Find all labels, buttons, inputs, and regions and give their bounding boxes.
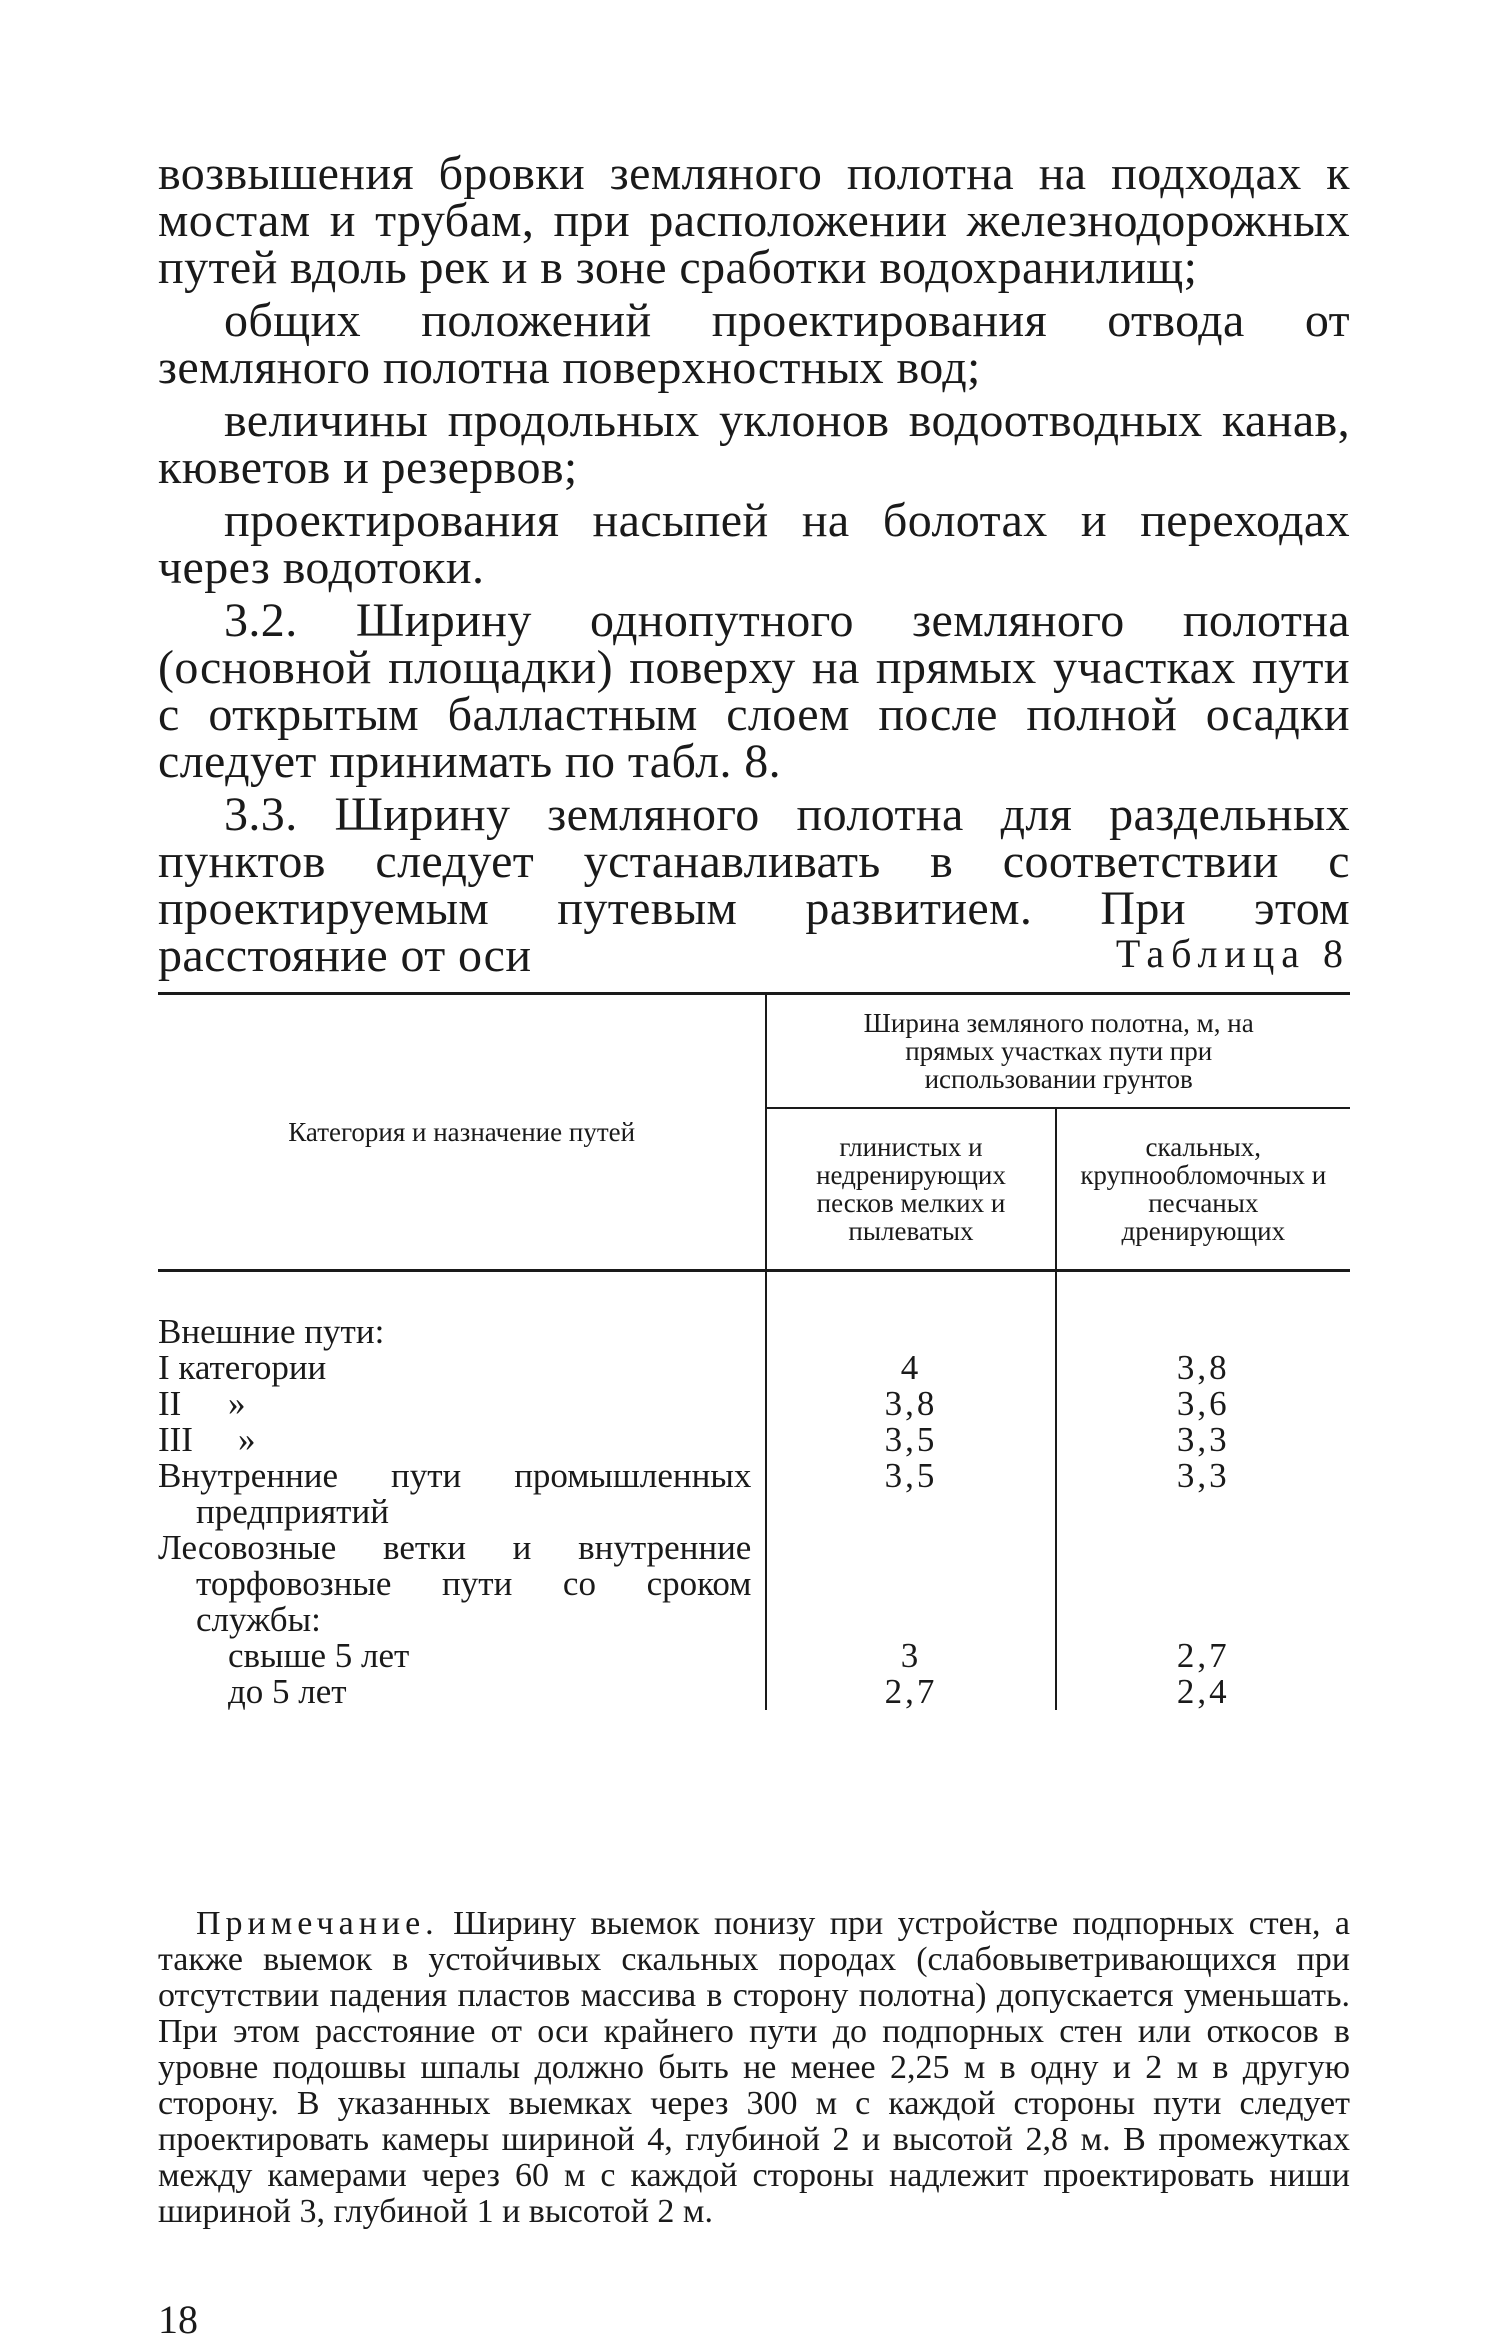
table-row xyxy=(158,1458,1350,1530)
note-text: Ширину выемок понизу при устройстве подпорных стен, а также выемок в устойчивых скальных породах (слабовыветривающихся при отсутствии падения пластов массива в сторону полотна) допускается уменьшать. При этом расстояние от оси крайнего пути до подпорных стен или откосов в уровне подошвы шпалы должно быть не менее 2,25 м в одну и 2 м в другую сторону. В указанных выемках через 300 м с каждой стороны пути следует проектировать камеры шириной 4, глубиной 2 и высотой 2,8 м. В промежутках между камерами через 60 м с каждой стороны надлежит проектировать ниши шириной 3, глубиной 1 и высотой 2 м. xyxy=(158,1905,1350,2230)
table-row xyxy=(158,1271,1350,1351)
value-clay: 2,7 xyxy=(766,1674,1055,1710)
value-clay: 3,5 xyxy=(766,1458,1055,1530)
value-rock: 3,3 xyxy=(1056,1458,1350,1530)
header-clay-soils: глинистых и недренирующих песков мелких и пылеватых xyxy=(766,1108,1055,1271)
value-rock: 3,8 xyxy=(1056,1350,1350,1386)
body-text xyxy=(158,147,1350,982)
value-rock: 2,7 xyxy=(1056,1638,1350,1674)
table-row xyxy=(158,1386,1350,1422)
value-clay: 3 xyxy=(766,1638,1055,1674)
row-label: I категории xyxy=(158,1348,327,1387)
header-rock-soils: скальных, крупнообломочных и песчаных дренирующих xyxy=(1056,1108,1350,1271)
value-rock: 3,3 xyxy=(1056,1422,1350,1458)
row-label: до 5 лет xyxy=(228,1672,347,1711)
paragraph: возвышения бровки земляного полотна на подходах к мостам и трубам, при расположении железнодорожных путей вдоль рек и в зоне сработки водохранилищ; xyxy=(158,147,1350,294)
document-page xyxy=(158,147,1350,2342)
row-label: свыше 5 лет xyxy=(228,1636,410,1675)
value-rock: 2,4 xyxy=(1056,1674,1350,1710)
row-label: II » xyxy=(158,1384,246,1423)
header-category: Категория и назначение путей xyxy=(158,994,766,1271)
paragraph: общих положений проектирования отвода от земляного полотна поверхностных вод; xyxy=(158,294,1350,394)
paragraph: величины продольных уклонов водоотводных канав, кюветов и резервов; xyxy=(158,394,1350,494)
table-row xyxy=(158,1422,1350,1458)
row-label: Внутренние пути промышленных предприятий xyxy=(158,1456,752,1531)
ditto-mark: » xyxy=(238,1420,256,1459)
row-label: Внешние пути: xyxy=(158,1312,385,1351)
note-label: Примечание. xyxy=(196,1905,439,1942)
paragraph-3-2: 3.2. Ширину однопутного земляного полотна (основной площадки) поверху на прямых участках пути с открытым балластным слоем после полной осадки следует принимать по табл. 8. xyxy=(158,594,1350,788)
table-8 xyxy=(158,992,1350,1710)
ditto-mark: » xyxy=(228,1384,246,1423)
paragraph-3-3: 3.3. Ширину земляного полотна для раздельных пунктов следует устанавливать в соответствии с проектируемым путевым развитием. При этом расстояние от оси xyxy=(158,788,1350,982)
row-label: III » xyxy=(158,1420,256,1459)
paragraph: проектирования насыпей на болотах и переходах через водотоки. xyxy=(158,494,1350,594)
row-label: Лесовозные ветки и внутренние торфовозные пути со сроком службы: xyxy=(158,1528,752,1639)
table-row xyxy=(158,1638,1350,1674)
header-width-group: Ширина земляного полотна, м, на прямых участках пути при использовании грунтов xyxy=(766,994,1350,1109)
table-caption: Таблица 8 xyxy=(1115,931,1350,976)
table-note xyxy=(158,1906,1350,2230)
value-clay: 3,5 xyxy=(766,1422,1055,1458)
table-row xyxy=(158,1530,1350,1638)
value-clay: 3,8 xyxy=(766,1386,1055,1422)
page-number: 18 xyxy=(158,2297,198,2342)
table-row xyxy=(158,1674,1350,1710)
value-rock: 3,6 xyxy=(1056,1386,1350,1422)
value-clay: 4 xyxy=(766,1350,1055,1386)
table-row xyxy=(158,1350,1350,1386)
